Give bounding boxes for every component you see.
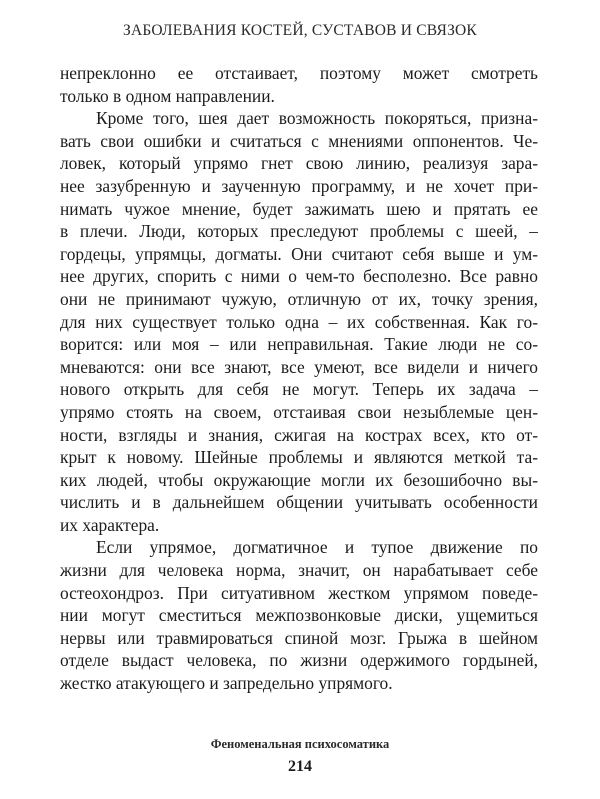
text-line: в плечи. Люди, которых преследуют проблемы с шеей, –	[60, 221, 538, 242]
text-line: числить и в дальнейшем общении учитывать особенности	[60, 492, 538, 513]
text-line: ких людей, чтобы окружающие могли их безошибочно вы-	[60, 469, 538, 490]
text-line: для них существует только одна – их собственная. Как го-	[60, 311, 538, 332]
paragraph	[60, 62, 538, 107]
text-line: непреклонно ее отстаивает, поэтому может смотреть	[60, 63, 538, 83]
body-text	[60, 62, 538, 695]
text-line: отделе выдаст человека, по жизни одержимого гордыней,	[60, 650, 538, 671]
text-line: Кроме того, шея дает возможность покоряться, призна-	[96, 108, 538, 129]
text-line: остеохондроз. При ситуативном жестком упрямом поведе-	[60, 582, 538, 603]
paragraph	[60, 107, 538, 536]
footer-book-title: Феноменальная психосоматика	[210, 737, 390, 751]
text-line: Если упрямое, догматичное и тупое движение по	[96, 537, 538, 558]
text-line: нее других, спорить с ними о чем-то бесполезно. Все равно	[60, 266, 538, 287]
text-line: упрямо стоять на своем, отстаивая свои незыблемые цен-	[60, 401, 538, 422]
text-line: ловек, который упрямо гнет свою линию, реализуя зара-	[60, 153, 538, 174]
text-line: мневаются: они все знают, все умеют, все видели и ничего	[60, 356, 538, 377]
running-head: ЗАБОЛЕВАНИЯ КОСТЕЙ, СУСТАВОВ И СВЯЗОК	[123, 22, 477, 39]
paragraph	[60, 536, 538, 694]
text-line: жестко атакующего и запредельно упрямого.	[60, 673, 393, 694]
text-line: только в одном направлении.	[60, 85, 275, 106]
text-line: нии могут сместиться межпозвонковые диски, ущемиться	[60, 605, 538, 626]
text-line: ворится: или моя – или неправильная. Такие люди не со-	[60, 334, 538, 355]
text-line: гордецы, упрямцы, догматы. Они считают себя выше и ум-	[60, 243, 538, 264]
text-line: крыт к новому. Шейные проблемы и являются меткой та-	[60, 447, 538, 468]
text-line: нервы или травмироваться спиной мозг. Грыжа в шейном	[60, 627, 538, 648]
text-line: вать свои ошибки и считаться с мнениями оппонентов. Че-	[60, 130, 538, 151]
text-line: жизни для человека норма, значит, он нарабатывает себе	[60, 560, 538, 581]
text-line: нее зазубренную и заученную программу, и не хочет при-	[60, 175, 538, 196]
text-line: ности, взгляды и знания, сжигая на кострах всех, кто от-	[60, 424, 538, 445]
page-number: 214	[288, 758, 312, 775]
text-line: они не принимают чужую, отличную от их, точку зрения,	[60, 288, 538, 309]
text-line: их характера.	[60, 514, 160, 535]
text-line: нимать чужое мнение, будет зажимать шею и прятать ее	[60, 198, 538, 219]
text-line: нового открыть для себя не могут. Теперь их задача –	[60, 379, 538, 400]
